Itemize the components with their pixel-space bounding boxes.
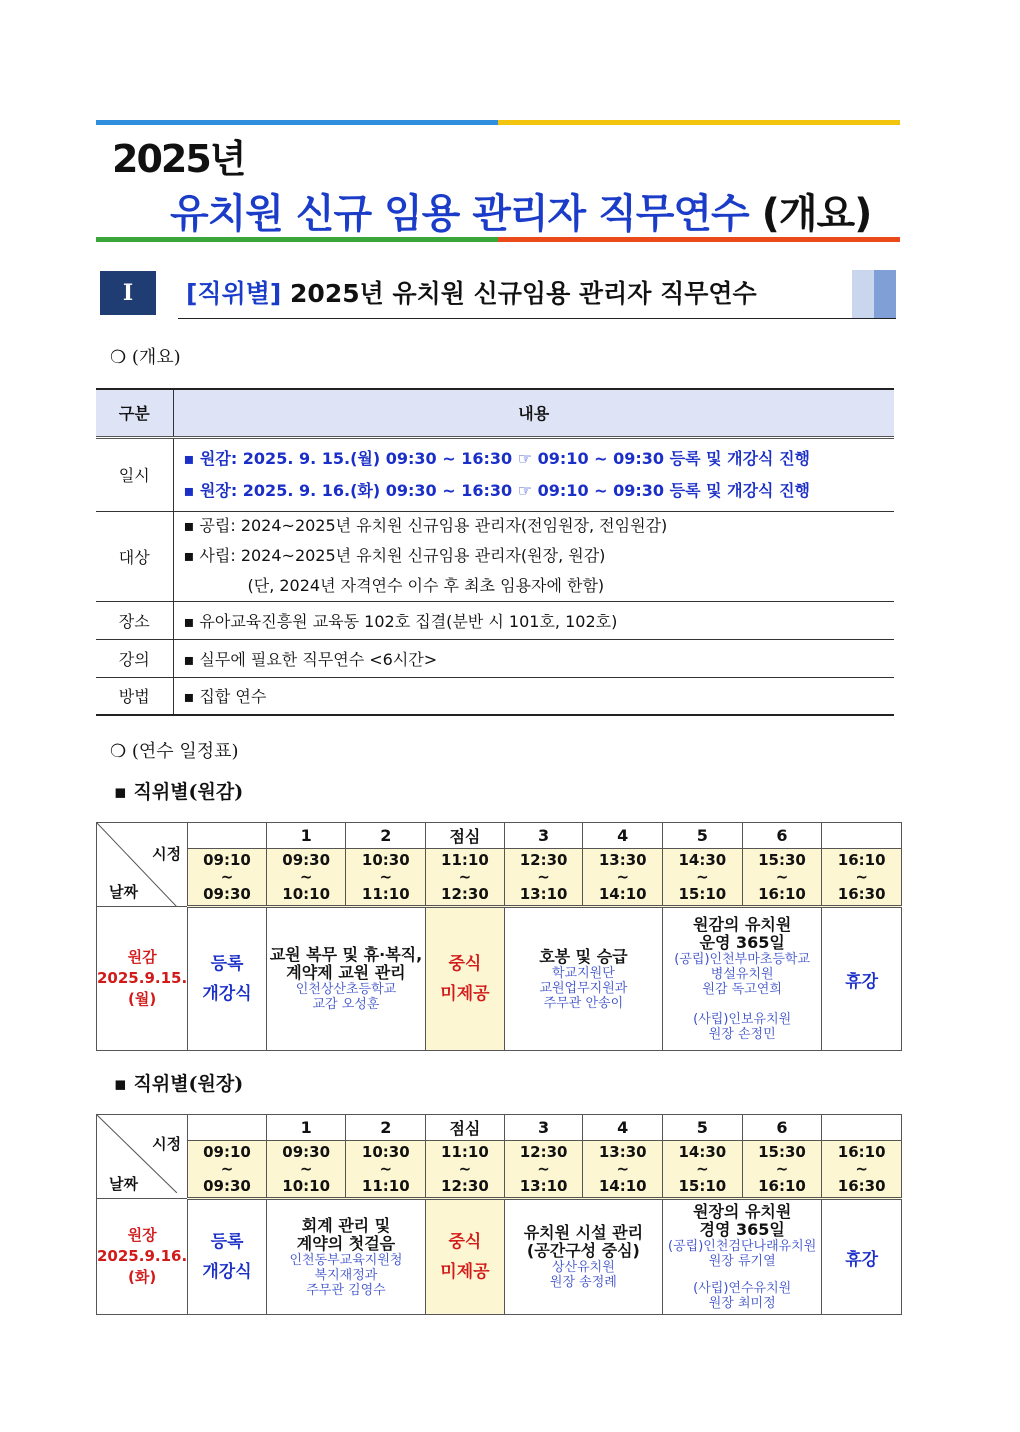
- time-start: 16:10: [837, 1142, 886, 1161]
- section-bracket: [직위별]: [186, 279, 282, 308]
- time-row: [97, 849, 902, 907]
- session-cell: [504, 1199, 662, 1315]
- time-end: 14:10: [598, 884, 647, 903]
- corner-cell: [97, 1115, 188, 1199]
- session-speaker: 주무관 김영수: [306, 1282, 386, 1298]
- overview-value: [173, 511, 894, 601]
- time-cell: [188, 1141, 267, 1199]
- session-speaker: (공립)인천부마초등학교: [674, 952, 811, 967]
- period-label: [188, 823, 267, 849]
- date-day: 2025.9.16.: [97, 1247, 188, 1265]
- top-bar-yellow: [498, 120, 900, 125]
- session-speaker: 원감 독고연희: [702, 982, 782, 997]
- time-sep: ~: [537, 867, 550, 886]
- time-cell: [822, 1141, 902, 1199]
- period-label: 1: [266, 823, 346, 849]
- session-title: 원감의 유치원: [693, 915, 792, 934]
- time-end: 16:10: [758, 884, 806, 903]
- overview-row-target: [96, 511, 894, 601]
- session-cell: [663, 907, 822, 1051]
- registration-cell: [188, 1199, 267, 1315]
- section-underline: [178, 318, 896, 319]
- time-start: 14:30: [678, 850, 727, 869]
- time-end: 10:10: [282, 884, 331, 903]
- time-cell: [583, 1141, 663, 1199]
- corner-cell: [97, 823, 188, 907]
- time-end: 10:10: [282, 1176, 331, 1195]
- closing-cell: 휴강: [822, 907, 902, 1051]
- corner-date-label: 날짜: [109, 1175, 138, 1193]
- period-row: [97, 1115, 902, 1141]
- period-label: 1: [266, 1115, 346, 1141]
- time-start: 13:30: [598, 1142, 647, 1161]
- period-label: 4: [583, 823, 663, 849]
- overview-key: 방법: [96, 677, 173, 715]
- registration-label: 등록: [210, 1232, 244, 1252]
- time-end: 12:30: [441, 1176, 489, 1195]
- principal-schedule-heading: ▪ 직위별(원장): [114, 1073, 244, 1095]
- session-speaker: 주무관 안송이: [543, 995, 624, 1011]
- time-start: 10:30: [361, 850, 410, 869]
- section-title-text: 2025년 유치원 신규임용 관리자 직무연수: [290, 279, 757, 308]
- time-sep: ~: [299, 1159, 313, 1178]
- time-end: 16:30: [837, 884, 886, 903]
- session-title: 교원 복무 및 휴·복직,: [269, 945, 423, 964]
- period-label: 5: [663, 1115, 743, 1141]
- doc-year: 2025년: [112, 137, 245, 181]
- session-speaker: 상산유치원: [552, 1260, 615, 1275]
- time-sep: ~: [775, 1159, 789, 1178]
- opening-label: 개강식: [202, 1262, 252, 1282]
- lunch-label: 중식: [448, 1232, 482, 1252]
- session-spacer: [663, 1269, 821, 1281]
- time-cell: [583, 849, 663, 907]
- date-role: 원장: [127, 1226, 157, 1244]
- time-start: 16:10: [837, 850, 886, 869]
- session-speaker: 복지재정과: [314, 1267, 378, 1283]
- period-label: 5: [663, 823, 743, 849]
- time-cell: [504, 1141, 583, 1199]
- time-sep: ~: [696, 867, 709, 886]
- closing-cell: 휴강: [822, 1199, 902, 1315]
- top-bar-blue: [96, 120, 498, 125]
- session-speaker: 교원업무지원과: [539, 980, 628, 996]
- period-label: 6: [742, 823, 822, 849]
- time-sep: ~: [775, 867, 789, 886]
- session-title: 유치원 시설 관리: [523, 1223, 644, 1242]
- session-cell: [266, 1199, 425, 1315]
- lunch-cell: [426, 1199, 505, 1315]
- session-speaker: 원장 최미정: [708, 1296, 776, 1311]
- time-end: 14:10: [598, 1176, 647, 1195]
- time-end: 09:30: [203, 884, 251, 903]
- registration-cell: [188, 907, 267, 1051]
- time-cell: [188, 849, 267, 907]
- lunch-label: 중식: [448, 954, 482, 974]
- session-cell: [266, 907, 425, 1051]
- overview-row-place: [96, 601, 894, 639]
- time-sep: ~: [537, 1159, 550, 1178]
- time-cell: [742, 849, 822, 907]
- time-sep: ~: [379, 867, 393, 886]
- session-title: 계약의 첫걸음: [296, 1233, 396, 1253]
- time-cell: [742, 1141, 822, 1199]
- session-speaker: 학교지원단: [552, 965, 615, 981]
- period-label: 2: [346, 823, 426, 849]
- time-sep: ~: [855, 867, 868, 886]
- time-start: 10:30: [361, 1142, 410, 1161]
- session-cell: [504, 907, 662, 1051]
- time-end: 13:10: [519, 884, 568, 903]
- overview-line: (단, 2024년 자격연수 이수 후 최초 임용자에 한함): [247, 576, 605, 595]
- time-cell: [266, 849, 346, 907]
- section-stripe: [874, 270, 896, 318]
- section-number: Ⅰ: [100, 271, 156, 315]
- time-sep: ~: [696, 1159, 709, 1178]
- time-sep: ~: [458, 1159, 472, 1178]
- time-start: 12:30: [519, 1142, 568, 1161]
- session-speaker: (공립)인천검단나래유치원: [668, 1239, 817, 1254]
- session-title: 계약제 교원 관리: [286, 963, 406, 982]
- opening-label: 개강식: [202, 984, 252, 1004]
- schedule-heading: ❍ (연수 일정표): [110, 741, 239, 762]
- lunch-note: 미제공: [440, 984, 490, 1004]
- time-start: 09:30: [282, 1142, 331, 1161]
- time-end: 16:30: [837, 1176, 886, 1195]
- time-row: [97, 1141, 902, 1199]
- period-label: [822, 1115, 902, 1141]
- doc-title-suffix: (개요): [761, 191, 872, 237]
- session-row: [97, 907, 902, 1051]
- registration-label: 등록: [210, 954, 244, 974]
- overview-row-lecture: [96, 639, 894, 677]
- bottom-bar-orange: [498, 237, 900, 242]
- period-label: 3: [504, 823, 583, 849]
- time-start: 09:30: [282, 850, 331, 869]
- period-label: 점심: [426, 1115, 505, 1141]
- time-start: 15:30: [758, 850, 806, 869]
- session-speaker: 병설유치원: [710, 967, 774, 982]
- date-cell: [97, 907, 188, 1051]
- period-label: [822, 823, 902, 849]
- time-start: 09:10: [203, 1142, 251, 1161]
- session-title: 회계 관리 및: [301, 1215, 391, 1235]
- date-weekday: (월): [127, 990, 157, 1008]
- overview-row-date: [96, 437, 894, 511]
- period-label: 점심: [426, 823, 505, 849]
- corner-date-label: 날짜: [109, 883, 138, 901]
- overview-key: 일시: [96, 437, 173, 511]
- time-sep: ~: [220, 1159, 234, 1178]
- time-start: 14:30: [678, 1142, 727, 1161]
- time-end: 15:10: [678, 884, 727, 903]
- period-label: 2: [346, 1115, 426, 1141]
- time-end: 09:30: [203, 1176, 251, 1195]
- overview-key: 장소: [96, 601, 173, 639]
- time-sep: ~: [379, 1159, 393, 1178]
- doc-title-text: 유치원 신규 임용 관리자 직무연수: [170, 191, 749, 237]
- time-sep: ~: [299, 867, 313, 886]
- time-cell: [346, 1141, 426, 1199]
- overview-value: ▪ 집합 연수: [173, 677, 894, 715]
- session-speaker: 인천동부교육지원청: [289, 1252, 403, 1268]
- session-spacer: [663, 997, 821, 1012]
- overview-col-key: 구분: [96, 389, 173, 437]
- session-speaker: (사립)연수유치원: [693, 1281, 792, 1296]
- overview-key: 대상: [96, 511, 173, 601]
- section-stripe: [852, 270, 874, 318]
- overview-row-method: [96, 677, 894, 715]
- time-cell: [663, 849, 743, 907]
- time-end: 13:10: [519, 1176, 568, 1195]
- session-speaker: (사립)인보유치원: [693, 1012, 792, 1027]
- time-cell: [504, 849, 583, 907]
- time-end: 16:10: [758, 1176, 806, 1195]
- corner-time-label: 시정: [152, 845, 182, 863]
- time-cell: [822, 849, 902, 907]
- time-start: 11:10: [441, 1142, 489, 1161]
- time-sep: ~: [458, 867, 472, 886]
- session-speaker: 원장 송정례: [549, 1275, 617, 1290]
- time-sep: ~: [220, 867, 234, 886]
- session-row: [97, 1199, 902, 1315]
- time-start: 15:30: [758, 1142, 806, 1161]
- session-speaker: 인천상산초등학교: [295, 982, 397, 997]
- period-label: [188, 1115, 267, 1141]
- doc-title: [170, 182, 871, 239]
- session-title: 원장의 유치원: [693, 1202, 792, 1221]
- time-sep: ~: [616, 1159, 630, 1178]
- session-speaker: 원장 류기열: [708, 1254, 776, 1269]
- vice-schedule-table: [96, 822, 902, 1051]
- date-role: 원감: [127, 948, 157, 966]
- vice-schedule-heading: ▪ 직위별(원감): [114, 781, 244, 803]
- session-speaker: 원장 손정민: [708, 1027, 776, 1042]
- time-start: 12:30: [519, 850, 568, 869]
- time-cell: [266, 1141, 346, 1199]
- lunch-cell: [426, 907, 505, 1051]
- time-start: 09:10: [203, 850, 251, 869]
- overview-value: ▪ 유아교육진흥원 교육동 102호 집결(분반 시 101호, 102호): [173, 601, 894, 639]
- period-label: 6: [742, 1115, 822, 1141]
- time-end: 11:10: [361, 1176, 410, 1195]
- session-title: 호봉 및 승급: [539, 946, 628, 966]
- time-end: 11:10: [361, 884, 410, 903]
- overview-table: [96, 388, 894, 716]
- time-cell: [663, 1141, 743, 1199]
- date-cell: [97, 1199, 188, 1315]
- time-end: 15:10: [678, 1176, 727, 1195]
- overview-line: ▪ 원장: 2025. 9. 16.(화) 09:30 ~ 16:30 ☞ 09:10 ~ 09:30 등록 및 개강식 진행: [183, 480, 810, 500]
- session-title: 운영 365일: [699, 933, 785, 952]
- session-title: (공간구성 중심): [526, 1241, 640, 1260]
- corner-time-label: 시정: [152, 1135, 182, 1153]
- overview-value: [173, 437, 894, 511]
- overview-line: ▪ 공립: 2024~2025년 유치원 신규임용 관리자(전임원장, 전임원감): [183, 516, 668, 535]
- time-sep: ~: [616, 867, 630, 886]
- overview-heading: ❍ (개요): [110, 347, 181, 368]
- period-label: 3: [504, 1115, 583, 1141]
- time-cell: [426, 1141, 505, 1199]
- session-cell: [663, 1199, 822, 1315]
- section-title: [186, 274, 757, 310]
- time-start: 13:30: [598, 850, 647, 869]
- overview-col-value: 내용: [173, 389, 894, 437]
- session-speaker: 교감 오성훈: [312, 997, 380, 1012]
- lunch-note: 미제공: [440, 1262, 490, 1282]
- period-row: [97, 823, 902, 849]
- overview-value: ▪ 실무에 필요한 직무연수 <6시간>: [173, 639, 894, 677]
- time-cell: [426, 849, 505, 907]
- overview-key: 강의: [96, 639, 173, 677]
- time-start: 11:10: [441, 850, 489, 869]
- session-title: 경영 365일: [699, 1220, 785, 1239]
- overview-line: ▪ 원감: 2025. 9. 15.(월) 09:30 ~ 16:30 ☞ 09:10 ~ 09:30 등록 및 개강식 진행: [183, 448, 810, 468]
- date-day: 2025.9.15.: [97, 969, 188, 987]
- time-cell: [346, 849, 426, 907]
- bottom-bar-green: [96, 237, 498, 242]
- period-label: 4: [583, 1115, 663, 1141]
- time-end: 12:30: [441, 884, 489, 903]
- overview-header-row: [96, 389, 894, 437]
- overview-line: ▪ 사립: 2024~2025년 유치원 신규임용 관리자(원장, 원감): [183, 546, 606, 565]
- date-weekday: (화): [127, 1268, 157, 1286]
- principal-schedule-table: [96, 1114, 902, 1315]
- time-sep: ~: [855, 1159, 868, 1178]
